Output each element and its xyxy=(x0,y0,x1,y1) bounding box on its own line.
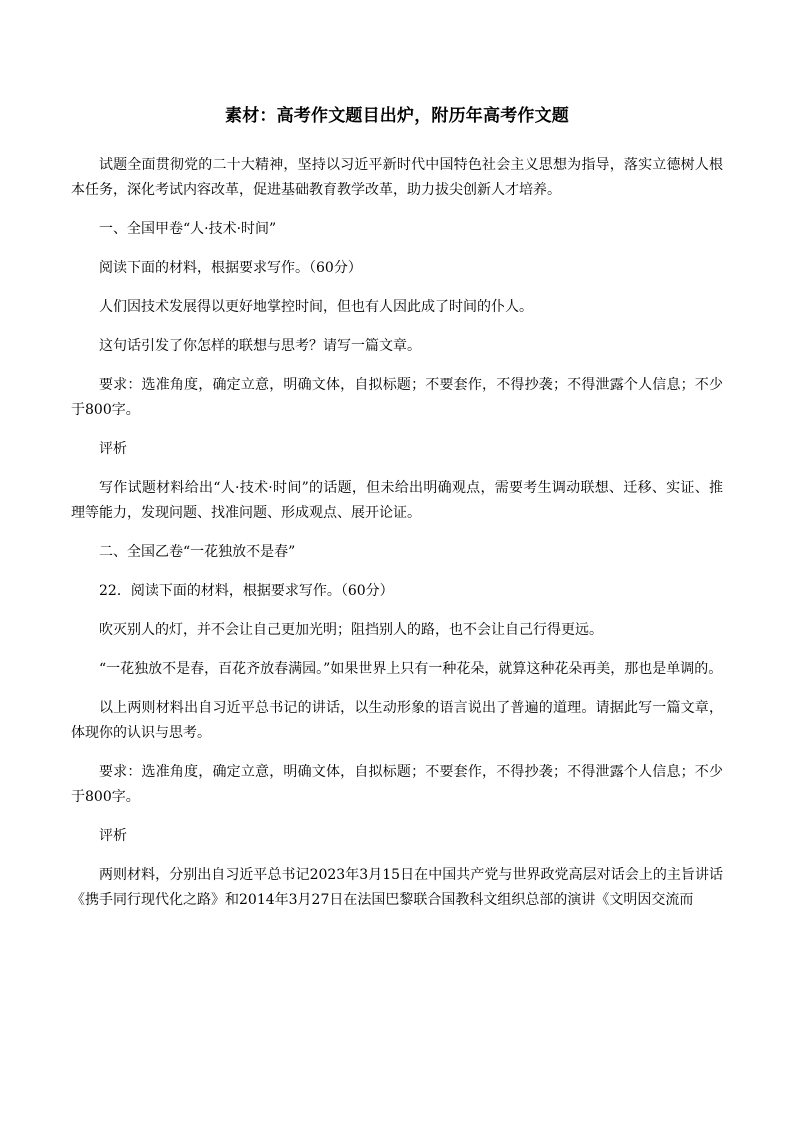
section-heading-jia: 一、全国甲卷“人·技术·时间” xyxy=(99,221,277,237)
analysis-heading: 评析 xyxy=(99,441,127,457)
analysis-paragraph: 写作试题材料给出“人·技术·时间”的话题，但未给出明确观点，需要考生调动联想、迁移、实证、推理等能力，发现问题、找准问题、形成观点、展开论证。 xyxy=(71,480,723,521)
prompt-question: 以上两则材料出自习近平总书记的讲话，以生动形象的语言说出了普遍的道理。请据此写一篇文章，体现你的认识与思考。 xyxy=(71,700,723,741)
section-heading-yi: 二、全国乙卷“一花独放不是春” xyxy=(99,544,296,560)
prompt-instruction: 阅读下面的材料，根据要求写作。（60分） xyxy=(99,260,362,276)
prompt-material: 吹灭别人的灯，并不会让自己更加光明；阻挡别人的路，也不会让自己行得更远。 xyxy=(99,622,603,638)
prompt-material: “一花独放不是春，百花齐放春满园。”如果世界上只有一种花朵，就算这种花朵再美，那也是单调的。 xyxy=(99,661,723,677)
prompt-requirements: 要求：选准角度，确定立意，明确文体，自拟标题；不要套作，不得抄袭；不得泄露个人信息；不少于800字。 xyxy=(71,377,723,418)
prompt-requirements: 要求：选准角度，确定立意，明确文体，自拟标题；不要套作，不得抄袭；不得泄露个人信息；不少于800字。 xyxy=(71,764,723,805)
analysis-heading: 评析 xyxy=(99,828,127,844)
prompt-instruction: 22．阅读下面的材料，根据要求写作。（60分） xyxy=(99,583,394,599)
document-body xyxy=(71,153,723,927)
intro-paragraph: 试题全面贯彻党的二十大精神，坚持以习近平新时代中国特色社会主义思想为指导，落实立德树人根本任务，深化考试内容改革，促进基础教育教学改革，助力拔尖创新人才培养。 xyxy=(71,157,723,198)
prompt-material: 人们因技术发展得以更好地掌控时间，但也有人因此成了时间的仆人。 xyxy=(99,299,533,315)
document-title: 素材：高考作文题目出炉，附历年高考作文题 xyxy=(225,106,569,126)
prompt-question: 这句话引发了你怎样的联想与思考？请写一篇文章。 xyxy=(99,338,421,354)
analysis-paragraph: 两则材料，分别出自习近平总书记2023年3月15日在中国共产党与世界政党高层对话会上的主旨讲话《携手同行现代化之路》和2014年3月27日在法国巴黎联合国教科文组织总部的演讲《文明因交流而 xyxy=(71,867,723,908)
